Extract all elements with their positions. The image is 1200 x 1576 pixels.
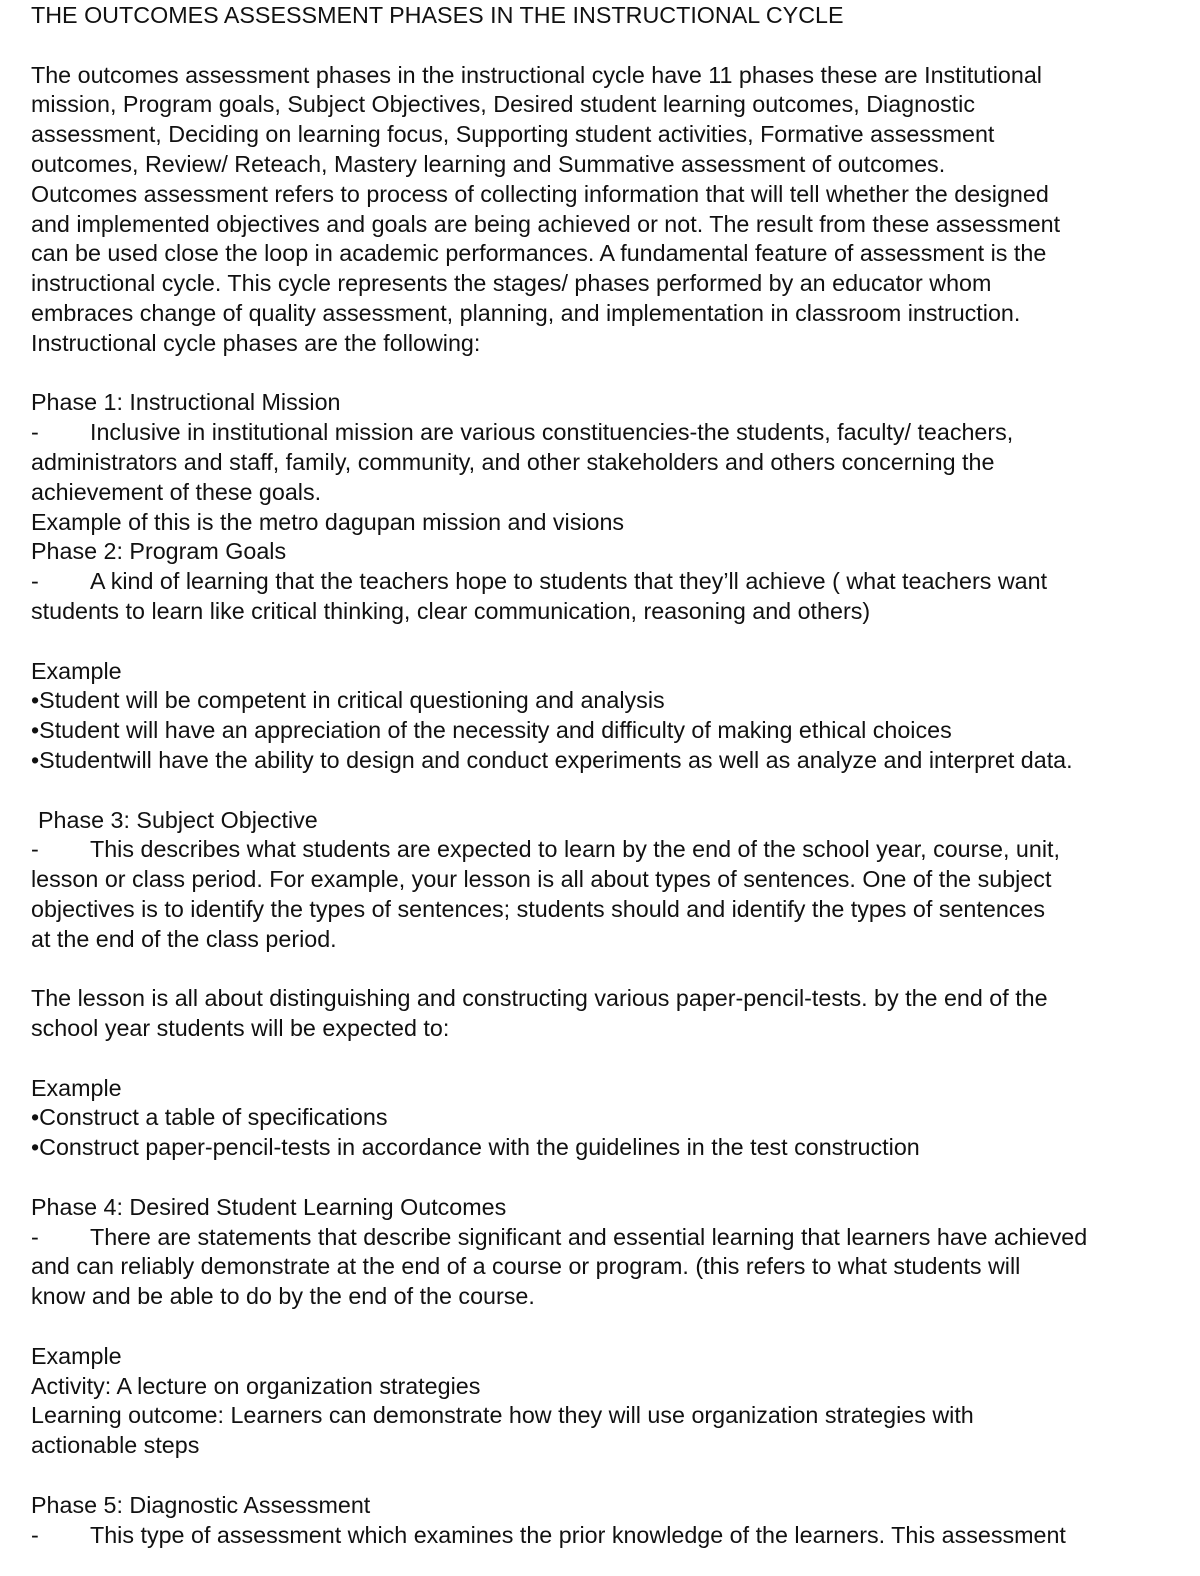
dash-marker: -: [31, 419, 39, 446]
intro-paragraph: [31, 61, 1170, 359]
bullet-item: •Construct paper-pencil-tests in accordance with the guidelines in the test construction: [31, 1134, 920, 1161]
dash-marker: -: [31, 568, 39, 595]
phase-description-text: There are statements that describe significant and essential learning that learners have achieved: [90, 1223, 1088, 1250]
spacer: [31, 627, 1170, 657]
phase-description-line: students to learn like critical thinking, clear communication, reasoning and others): [31, 597, 871, 624]
phase-4-section: [31, 1193, 1170, 1461]
phase-description-line: [31, 1223, 1170, 1253]
intro-line: outcomes, Review/ Reteach, Mastery learning and Summative assessment of outcomes.: [31, 150, 946, 177]
phase-description-text: Inclusive in institutional mission are various constituencies-the students, faculty/ teachers,: [90, 419, 1014, 446]
bullet-item: •Student will have an appreciation of the necessity and difficulty of making ethical choices: [31, 717, 952, 744]
intro-line: instructional cycle. This cycle represents the stages/ phases performed by an educator whom: [31, 270, 992, 297]
intro-line: The outcomes assessment phases in the instructional cycle have 11 phases these are Institutional: [31, 61, 1042, 88]
spacer: [31, 776, 1170, 806]
dash-marker: -: [31, 836, 39, 863]
intro-line: can be used close the loop in academic performances. A fundamental feature of assessment is the: [31, 240, 1047, 267]
phase-heading: Phase 1: Instructional Mission: [31, 389, 341, 416]
spacer: [31, 359, 1170, 389]
bullet-item: •Studentwill have the ability to design and conduct experiments as well as analyze and interpret data.: [31, 746, 1073, 773]
phase-description-line: lesson or class period. For example, your lesson is all about types of sentences. One of the subject: [31, 866, 1052, 893]
phase-description-text: This describes what students are expected to learn by the end of the school year, course, unit,: [90, 836, 1060, 863]
phase-description-line: at the end of the class period.: [31, 925, 337, 952]
phase-description-line: and can reliably demonstrate at the end of a course or program. (this refers to what students will: [31, 1253, 1021, 1280]
phase-heading: Phase 2: Program Goals: [31, 538, 287, 565]
phase-heading: Phase 3: Subject Objective: [38, 806, 318, 833]
lesson-line: school year students will be expected to:: [31, 1015, 450, 1042]
phase-description-line: administrators and staff, family, community, and other stakeholders and others concerning the: [31, 448, 995, 475]
intro-line: and implemented objectives and goals are being achieved or not. The result from these assessment: [31, 210, 1061, 237]
intro-line: embraces change of quality assessment, planning, and implementation in classroom instruction.: [31, 299, 1021, 326]
spacer: [31, 955, 1170, 985]
intro-line: assessment, Deciding on learning focus, Supporting student activities, Formative assessment: [31, 121, 995, 148]
phase-description-text: This type of assessment which examines the prior knowledge of the learners. This assessment: [90, 1521, 1066, 1548]
bullet-item: •Student will be competent in critical questioning and analysis: [31, 687, 665, 714]
dash-marker: -: [31, 1223, 39, 1250]
phase-heading: Phase 5: Diagnostic Assessment: [31, 1491, 371, 1518]
spacer: [31, 1312, 1170, 1342]
lesson-line: The lesson is all about distinguishing and constructing various paper-pencil-tests. by the end of the: [31, 985, 1048, 1012]
outcome-line: Learning outcome: Learners can demonstrate how they will use organization strategies with: [31, 1402, 974, 1429]
spacer: [31, 1044, 1170, 1074]
intro-line: Outcomes assessment refers to process of collecting information that will tell whether the designed: [31, 180, 1049, 207]
spacer: [31, 1163, 1170, 1193]
phase-description-text: A kind of learning that the teachers hope to students that they’ll achieve ( what teachers want: [90, 568, 1048, 595]
bullet-item: •Construct a table of specifications: [31, 1104, 388, 1131]
phase-heading: Phase 4: Desired Student Learning Outcomes: [31, 1193, 507, 1220]
activity-line: Activity: A lecture on organization strategies: [31, 1372, 481, 1399]
phase-description-line: objectives is to identify the types of sentences; students should and identify the types of sentences: [31, 895, 1046, 922]
phase-example: Example of this is the metro dagupan mission and visions: [31, 508, 625, 535]
phase-description-line: [31, 567, 1170, 597]
phase-2-section: [31, 537, 1170, 775]
intro-line: Instructional cycle phases are the following:: [31, 329, 481, 356]
phase-description-line: achievement of these goals.: [31, 478, 322, 505]
example-label: Example: [31, 1342, 122, 1369]
spacer: [31, 1461, 1170, 1491]
phase-1-section: [31, 388, 1170, 537]
example-label: Example: [31, 657, 122, 684]
phase-description-line: [31, 418, 1170, 448]
phase-5-section: [31, 1491, 1170, 1551]
example-label: Example: [31, 1074, 122, 1101]
phase-3-section: [31, 806, 1170, 1164]
phase-description-line: [31, 835, 1170, 865]
document-title: THE OUTCOMES ASSESSMENT PHASES IN THE INSTRUCTIONAL CYCLE: [31, 2, 844, 28]
spacer: [31, 31, 1170, 61]
dash-marker: -: [31, 1521, 39, 1548]
intro-line: mission, Program goals, Subject Objectives, Desired student learning outcomes, Diagnostic: [31, 91, 975, 118]
phase-description-line: [31, 1521, 1170, 1551]
outcome-line: actionable steps: [31, 1432, 200, 1459]
phase-description-line: know and be able to do by the end of the course.: [31, 1283, 535, 1310]
